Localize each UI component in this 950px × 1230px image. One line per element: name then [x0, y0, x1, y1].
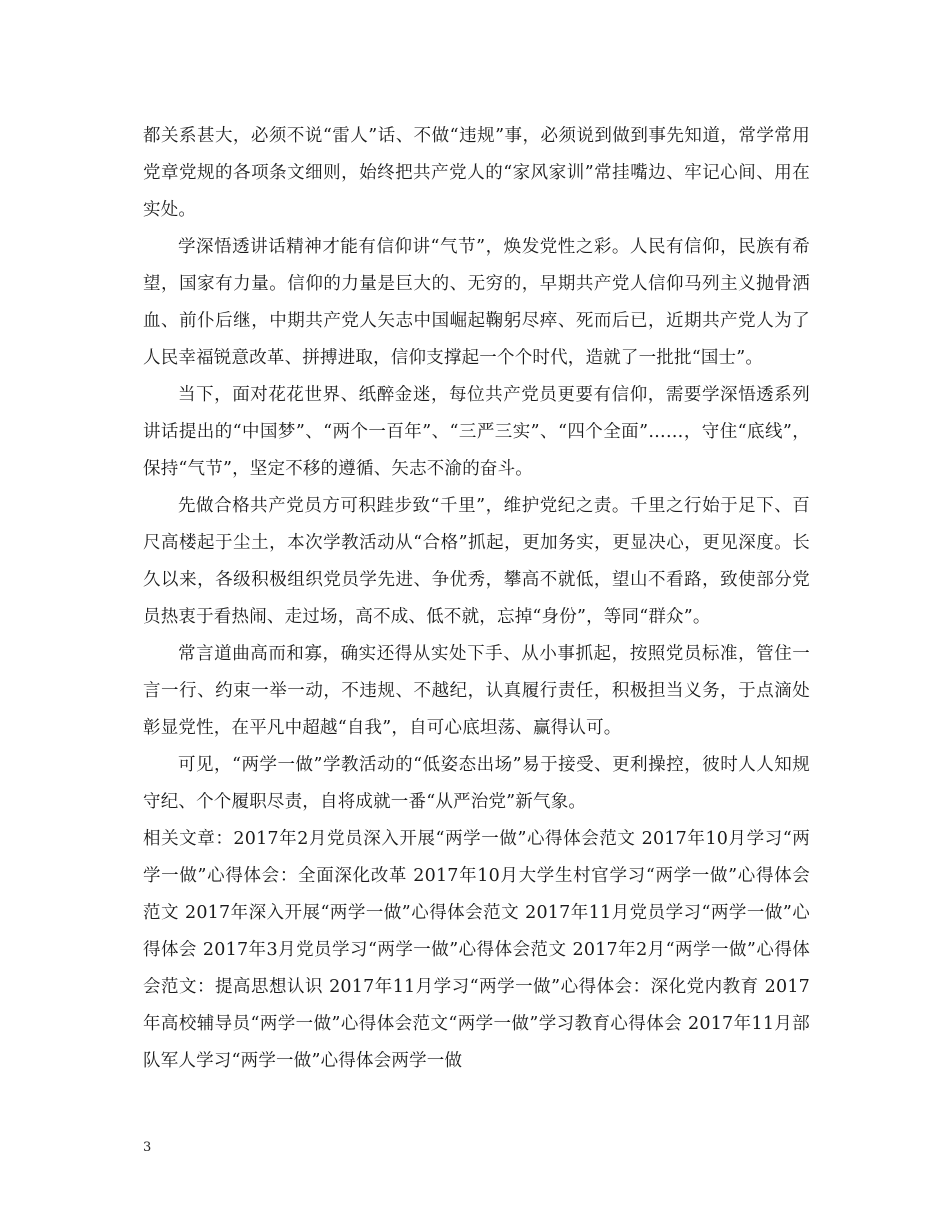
- paragraph-1: 都关系甚大，必须不说“雷人”话、不做“违规”事，必须说到做到事先知道，常学常用党章党规的各项条文细则，始终把共产党人的“家风家训”常挂嘴边、牢记心间、用在实处。: [143, 126, 810, 220]
- related-articles: 相关文章：2017年2月党员深入开展“两学一做”心得体会范文 2017年10月学习“两学一做”心得体会：全面深化改革 2017年10月大学生村官学习“两学一做”心得体会范文 2017年深入开展“两学一做”心得体会范文 2017年11月党员学习“两学一做”心得体会 2017年3月党员学习“两学一做”心得体会范文 2017年2月“两学一做”心得体会范文：提高思想认识 2017年11月学习“两学一做”心得体会：深化党内教育 2017年高校辅导员“两学一做”心得体会范文“两学一做”学习教育心得体会 2017年11月部队军人学习“两学一做”心得体会两学一做: [143, 829, 810, 1071]
- document-body: [143, 118, 810, 1080]
- paragraph-5: 常言道曲高而和寡，确实还得从实处下手、从小事抓起，按照党员标准，管住一言一行、约束一举一动，不违规、不越纪，认真履行责任，积极担当义务，于点滴处彰显党性，在平凡中超越“自我”，自可心底坦荡、赢得认可。: [143, 644, 810, 738]
- page-number: 3: [143, 1140, 152, 1155]
- paragraph-3: 当下，面对花花世界、纸醉金迷，每位共产党员更要有信仰，需要学深悟透系列讲话提出的“中国梦”、“两个一百年”、“三严三实”、“四个全面”……，守住“底线”，保持“气节”，坚定不移的遵循、矢志不渝的奋斗。: [143, 385, 810, 479]
- paragraph-4: 先做合格共产党员方可积跬步致“千里”，维护党纪之责。千里之行始于足下、百尺高楼起于尘土，本次学教活动从“合格”抓起，更加务实，更显决心，更见深度。长久以来，各级积极组织党员学先进、争优秀，攀高不就低，望山不看路，致使部分党员热衷于看热闹、走过场，高不成、低不就，忘掉“身份”，等同“群众”。: [143, 496, 810, 627]
- paragraph-2: 学深悟透讲话精神才能有信仰讲“气节”，焕发党性之彩。人民有信仰，民族有希望，国家有力量。信仰的力量是巨大的、无穷的，早期共产党人信仰马列主义抛骨洒血、前仆后继，中期共产党人矢志中国崛起鞠躬尽瘁、死而后已，近期共产党人为了人民幸福锐意改革、拼搏进取，信仰支撑起一个个时代，造就了一批批“国士”。: [143, 237, 810, 368]
- paragraph-6: 可见，“两学一做”学教活动的“低姿态出场”易于接受、更利操控，彼时人人知规守纪、个个履职尽责，自将成就一番“从严治党”新气象。: [143, 755, 810, 812]
